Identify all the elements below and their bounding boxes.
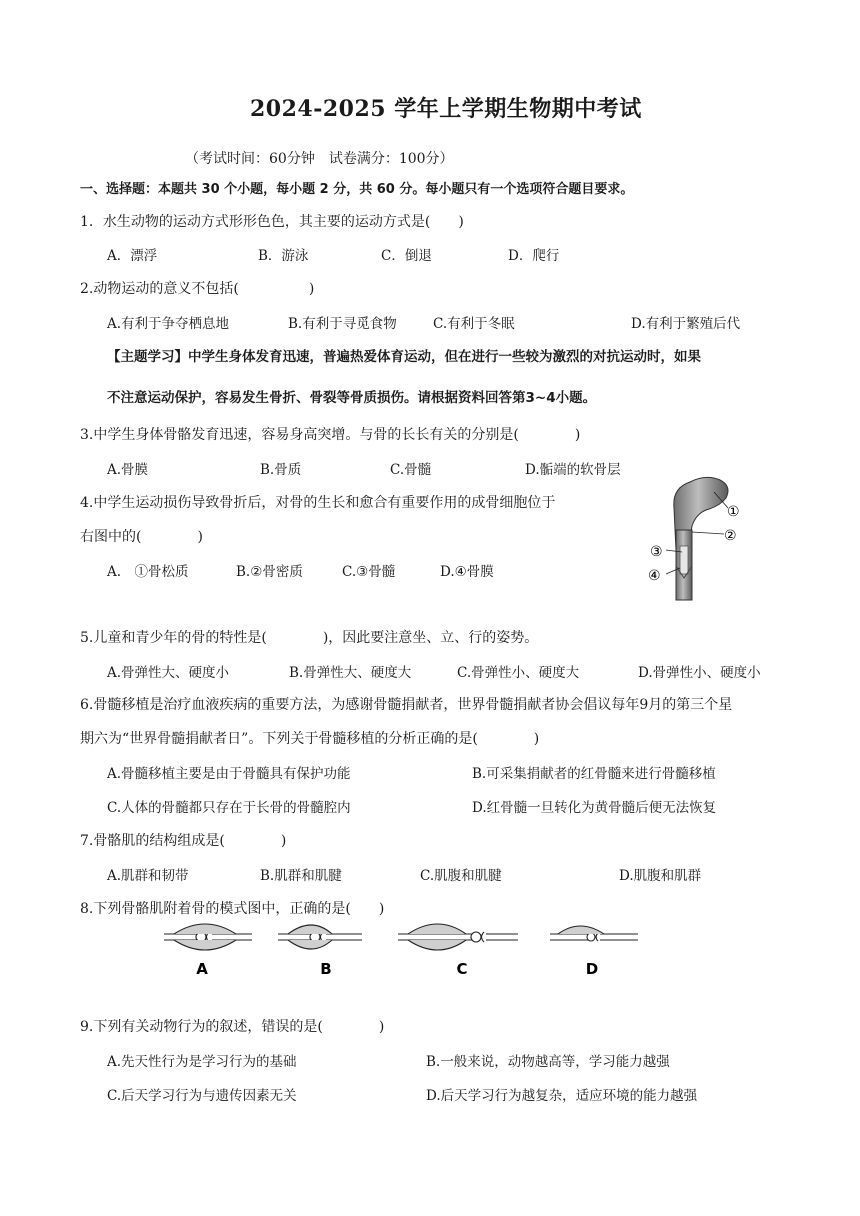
- question-4-option-a[interactable]: A. ①骨松质: [107, 564, 189, 580]
- question-6-option-c[interactable]: C.人体的骨髓都只存在于长骨的骨髓腔内: [107, 800, 351, 816]
- diagram-b: [278, 925, 362, 949]
- question-3-option-a[interactable]: A.骨膜: [107, 462, 149, 478]
- question-2-option-b[interactable]: B.有利于寻觅食物: [288, 316, 397, 332]
- question-5-stem: 5.儿童和青少年的骨的特性是( )，因此要注意坐、立、行的姿势。: [80, 630, 539, 646]
- question-9-option-a[interactable]: A.先天性行为是学习行为的基础: [107, 1054, 297, 1070]
- theme-text-line-2: 不注意运动保护，容易发生骨折、骨裂等骨质损伤。请根据资料回答第3~4小题。: [107, 390, 597, 406]
- diagram-label-c: C: [456, 960, 468, 978]
- question-3-stem: 3.中学生身体骨骼发育迅速，容易身高突增。与骨的长长有关的分别是( ): [80, 427, 581, 443]
- fig-label-2: ②: [724, 528, 737, 544]
- muscle-attachment-figure: [160, 918, 650, 980]
- question-9-option-d[interactable]: D.后天学习行为越复杂，适应环境的能力越强: [426, 1088, 698, 1104]
- question-4-stem-line-2: 右图中的( ): [80, 529, 203, 545]
- question-5-option-c[interactable]: C.骨弹性小、硬度大: [457, 665, 580, 681]
- fig-label-3: ③: [650, 544, 663, 560]
- long-bone-figure: [640, 470, 750, 605]
- question-6-stem-line-1: 6.骨髓移植是治疗血液疾病的重要方法，为感谢骨髓捐献者，世界骨髓捐献者协会倡议每年9月的第三个星: [80, 697, 733, 713]
- diagram-c: [398, 924, 518, 950]
- question-4-stem-line-1: 4.中学生运动损伤导致骨折后，对骨的生长和愈合有重要作用的成骨细胞位于: [80, 495, 556, 511]
- question-2-option-c[interactable]: C.有利于冬眠: [433, 316, 515, 332]
- question-7-option-d[interactable]: D.肌腹和肌群: [619, 868, 702, 884]
- question-1-option-a[interactable]: A．漂浮: [107, 248, 158, 264]
- question-9-option-c[interactable]: C.后天学习行为与遗传因素无关: [107, 1088, 297, 1104]
- question-7-option-c[interactable]: C.肌腹和肌腱: [420, 868, 502, 884]
- diagram-label-d: D: [585, 960, 599, 978]
- question-7-option-a[interactable]: A.肌群和韧带: [107, 868, 189, 884]
- leader-line-2: [692, 532, 724, 534]
- question-1-option-c[interactable]: C．倒退: [381, 248, 432, 264]
- marrow-cavity: [680, 546, 688, 574]
- question-2-option-a[interactable]: A.有利于争夺栖息地: [107, 316, 230, 332]
- question-6-option-a[interactable]: A.骨髓移植主要是由于骨髓具有保护功能: [107, 766, 351, 782]
- question-5-option-b[interactable]: B.骨弹性大、硬度大: [289, 665, 412, 681]
- diagram-label-a: A: [196, 960, 208, 978]
- question-9-stem: 9.下列有关动物行为的叙述，错误的是( ): [80, 1019, 385, 1035]
- page-title: 2024-2025 学年上学期生物期中考试: [250, 96, 642, 122]
- question-7-option-b[interactable]: B.肌群和肌腱: [260, 868, 342, 884]
- theme-text-line-1: 【主题学习】中学生身体发育迅速，普遍热爱体育运动，但在进行一些较为激烈的对抗运动时，如果: [107, 349, 701, 365]
- section-header: 一、选择题：本题共 30 个小题，每小题 2 分，共 60 分。每小题只有一个选项符合题目要求。: [80, 182, 634, 197]
- question-2-stem: 2.动物运动的意义不包括( ): [80, 281, 315, 297]
- question-3-option-c[interactable]: C.骨髓: [390, 462, 432, 478]
- question-5-option-d[interactable]: D.骨弹性小、硬度小: [638, 665, 761, 681]
- question-6-option-d[interactable]: D.红骨髓一旦转化为黄骨髓后便无法恢复: [472, 800, 717, 816]
- question-4-option-b[interactable]: B.②骨密质: [236, 564, 303, 580]
- diagram-d: [550, 926, 638, 941]
- question-3-option-d[interactable]: D.骺端的软骨层: [525, 462, 621, 478]
- question-7-stem: 7.骨骼肌的结构组成是( ): [80, 833, 287, 849]
- question-4-option-d[interactable]: D.④骨膜: [440, 564, 494, 580]
- diagram-label-b: B: [320, 960, 332, 978]
- question-1-option-b[interactable]: B．游泳: [258, 248, 309, 264]
- question-5-option-a[interactable]: A.骨弹性大、硬度小: [107, 665, 230, 681]
- fig-label-1: ①: [727, 504, 740, 520]
- fig-label-4: ④: [648, 568, 661, 584]
- exam-info: （考试时间：60分钟 试卷满分：100分）: [185, 151, 454, 167]
- diagram-a: [164, 924, 252, 950]
- question-2-option-d[interactable]: D.有利于繁殖后代: [631, 316, 741, 332]
- question-1-stem: 1．水生动物的运动方式形形色色，其主要的运动方式是( ): [80, 214, 464, 230]
- question-6-stem-line-2: 期六为“世界骨髓捐献者日”。下列关于骨髓移植的分析正确的是( ): [80, 731, 540, 747]
- question-9-option-b[interactable]: B.一般来说，动物越高等，学习能力越强: [426, 1054, 670, 1070]
- question-3-option-b[interactable]: B.骨质: [260, 462, 302, 478]
- question-6-option-b[interactable]: B.可采集捐献者的红骨髓来进行骨髓移植: [472, 766, 716, 782]
- question-4-option-c[interactable]: C.③骨髓: [342, 564, 396, 580]
- question-1-option-d[interactable]: D．爬行: [508, 248, 560, 264]
- question-8-stem: 8.下列骨骼肌附着骨的模式图中，正确的是( ): [80, 901, 385, 917]
